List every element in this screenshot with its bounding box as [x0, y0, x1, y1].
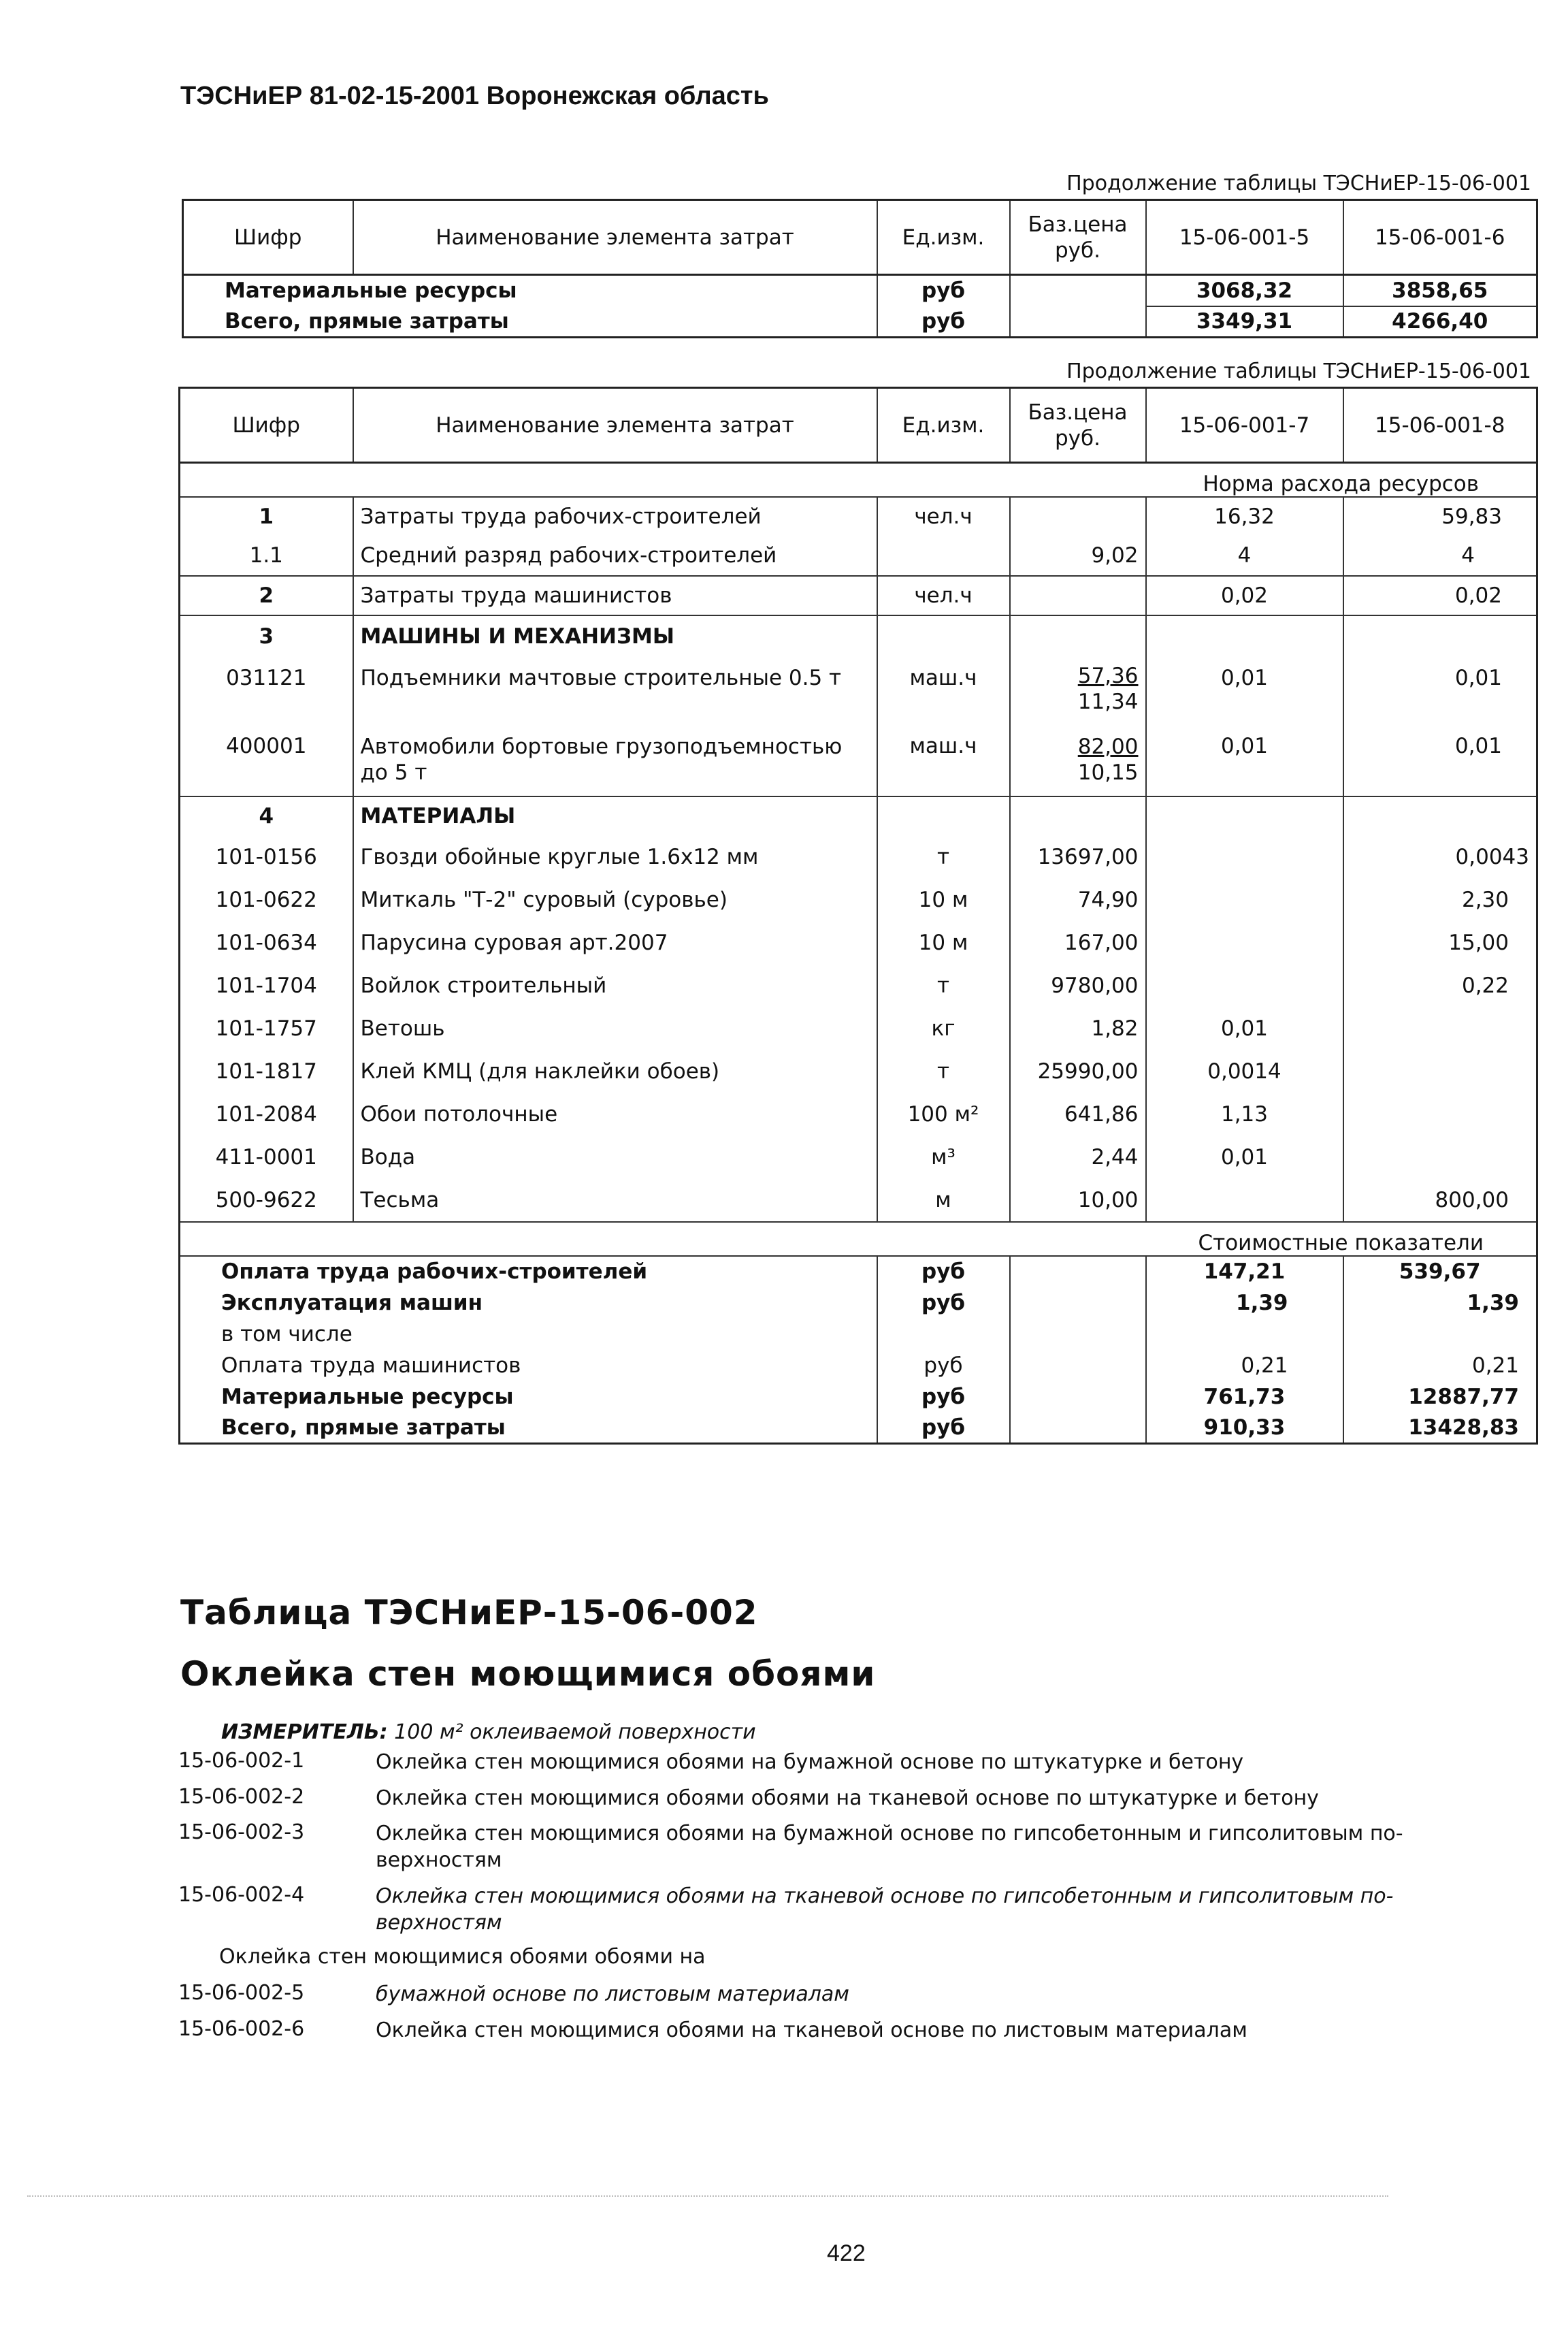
row-name: Оплата труда машинистов [180, 1350, 877, 1381]
cost-label: Стоимостные показатели [1146, 1222, 1537, 1256]
table-row [180, 1179, 1537, 1222]
table-row [183, 306, 1537, 338]
row-value: 1,39 [1146, 1287, 1343, 1319]
row-value: 13428,83 [1408, 1415, 1519, 1440]
row-name: Ветошь [353, 1008, 877, 1050]
item-code: 15-06-002-2 [178, 1785, 305, 1809]
table-row [180, 1319, 1537, 1350]
row-name: Материальные ресурсы [183, 275, 877, 306]
row-price-secondary: 10,15 [1077, 760, 1139, 785]
section-title: МАШИНЫ И МЕХАНИЗМЫ [353, 615, 877, 658]
row-unit: чел.ч [877, 497, 1010, 536]
table-row [180, 497, 1537, 536]
section-title: МАТЕРИАЛЫ [353, 796, 877, 836]
section-row-materials [180, 796, 1537, 836]
row-value: 1,13 [1146, 1093, 1343, 1136]
table-row [180, 965, 1537, 1008]
row-code: 1 [180, 497, 353, 536]
table-row [180, 879, 1537, 922]
row-name: Средний разряд рабочих-строителей [353, 536, 877, 576]
row-name: Материальные ресурсы [180, 1381, 877, 1413]
row-unit: кг [877, 1008, 1010, 1050]
row-name: Всего, прямые затраты [180, 1413, 877, 1444]
row-price: 641,86 [1010, 1093, 1146, 1136]
row-price: 13697,00 [1010, 836, 1146, 879]
row-price: 2,44 [1010, 1136, 1146, 1179]
row-value: 59,83 [1343, 497, 1537, 536]
row-value: 800,00 [1435, 1187, 1509, 1212]
norm-label-row [180, 463, 1537, 497]
row-price: 167,00 [1010, 922, 1146, 965]
col-header-15-06-001-8: 15-06-001-8 [1375, 413, 1505, 438]
table-row [180, 1093, 1537, 1136]
table-row [180, 1413, 1537, 1444]
table-row [180, 658, 1537, 728]
row-value: 0,0014 [1146, 1050, 1343, 1093]
row-value: 0,02 [1146, 576, 1343, 615]
section-row-machines [180, 615, 1537, 658]
table-continuation-label: Продолжение таблицы ТЭСНиЕР-15-06-001 [1066, 172, 1531, 195]
table-row [180, 1256, 1537, 1287]
col-header-name: Наименование элемента затрат [353, 200, 877, 275]
row-name: Тесьма [353, 1179, 877, 1222]
row-name: Гвозди обойные круглые 1.6х12 мм [353, 836, 877, 879]
row-unit: маш.ч [877, 728, 1010, 796]
row-name: Парусина суровая арт.2007 [353, 922, 877, 965]
row-unit: чел.ч [877, 576, 1010, 615]
row-unit: 10 м [877, 879, 1010, 922]
table-row [180, 728, 1537, 796]
row-code: 101-1817 [180, 1050, 353, 1093]
table-row [180, 1008, 1537, 1050]
row-code: 101-1704 [180, 965, 353, 1008]
col-header-15-06-001-5: 15-06-001-5 [1146, 200, 1343, 275]
cost-label-row [180, 1222, 1537, 1256]
table-header-row [180, 388, 1537, 463]
page-header-title: ТЭСНиЕР 81-02-15-2001 Воронежская область [180, 82, 769, 110]
row-price: 10,00 [1010, 1179, 1146, 1222]
row-name: Войлок строительный [353, 965, 877, 1008]
col-header-name: Наименование элемента затрат [353, 388, 877, 463]
row-code: 101-1757 [180, 1008, 353, 1050]
row-unit: т [877, 965, 1010, 1008]
row-value: 147,21 [1146, 1256, 1343, 1287]
row-name: Затраты труда машинистов [353, 576, 877, 615]
row-value: 3349,31 [1146, 306, 1343, 338]
table-header-row [183, 200, 1537, 275]
row-unit: маш.ч [877, 658, 1010, 728]
row-code: 101-0634 [180, 922, 353, 965]
row-value: 0,02 [1343, 576, 1537, 615]
row-code: 101-0156 [180, 836, 353, 879]
section-subtitle: Оклейка стен моющимися обоями [180, 1654, 876, 1694]
row-name: Обои потолочные [353, 1093, 877, 1136]
row-unit: 10 м [877, 922, 1010, 965]
table-row [180, 1136, 1537, 1179]
col-header-price: Баз.цена руб. [1010, 388, 1146, 463]
table-row [180, 1350, 1537, 1381]
row-unit: т [877, 1050, 1010, 1093]
row-value [1343, 1050, 1537, 1093]
resource-table-2 [178, 387, 1538, 1445]
item-code: 15-06-002-5 [178, 1981, 305, 2005]
col-header-code: Шифр [183, 200, 353, 275]
row-unit: руб [877, 1413, 1010, 1444]
resource-table-1 [182, 199, 1538, 338]
col-header-price: Баз.цена руб. [1010, 200, 1146, 275]
row-value: 16,32 [1146, 497, 1343, 536]
table-row [180, 1287, 1537, 1319]
table-row [180, 836, 1537, 879]
row-name: Миткаль "Т-2" суровый (суровье) [353, 879, 877, 922]
row-code: 400001 [180, 728, 353, 796]
row-price [1010, 497, 1146, 536]
table-row [180, 576, 1537, 615]
row-value: 0,01 [1146, 1136, 1343, 1179]
row-value [1146, 965, 1343, 1008]
row-value [1146, 922, 1343, 965]
item-code: 15-06-002-6 [178, 2017, 305, 2041]
row-code: 101-2084 [180, 1093, 353, 1136]
row-value: 4266,40 [1343, 306, 1537, 338]
row-unit: руб [877, 1287, 1010, 1319]
row-value: 0,21 [1146, 1350, 1343, 1381]
table-row [180, 1050, 1537, 1093]
row-price: 82,00 [1077, 734, 1139, 759]
row-code: 411-0001 [180, 1136, 353, 1179]
row-unit: руб [877, 275, 1010, 306]
row-name: Клей КМЦ (для наклейки обоев) [353, 1050, 877, 1093]
row-name: Автомобили бортовые грузоподъемностью [360, 734, 843, 759]
row-value [1343, 1008, 1537, 1050]
table-title: Таблица ТЭСНиЕР-15-06-002 [180, 1593, 758, 1632]
item-text: Оклейка стен моющимися обоями на тканевой основе по гипсобетонным и гипсолитовым по-верхностям [376, 1884, 1394, 1935]
section-code: 4 [180, 796, 353, 836]
row-name: Вода [353, 1136, 877, 1179]
row-unit [877, 536, 1010, 576]
item-text: Оклейка стен моющимися обоями на тканевой основе по листовым материалам [376, 2018, 1247, 2042]
row-price: 74,90 [1010, 879, 1146, 922]
row-price: 25990,00 [1010, 1050, 1146, 1093]
row-unit: м³ [877, 1136, 1010, 1179]
row-value: 0,22 [1461, 973, 1509, 998]
table-row [180, 922, 1537, 965]
section-code: 3 [180, 615, 353, 658]
table-row [183, 275, 1537, 306]
measure-line [221, 1720, 756, 1744]
item-code: 15-06-002-1 [178, 1749, 305, 1773]
item-text: Оклейка стен моющимися обоями обоями на тканевой основе по штукатурке и бетону [376, 1786, 1319, 1810]
row-name: Затраты труда рабочих-строителей [353, 497, 877, 536]
row-value: 2,30 [1461, 888, 1509, 912]
item-text: Оклейка стен моющимися обоями на бумажной основе по гипсобетонным и гипсолитовым по-верхностям [376, 1822, 1403, 1872]
row-value [1146, 1179, 1343, 1222]
row-code: 101-0622 [180, 879, 353, 922]
row-name-continued: до 5 т [360, 760, 427, 785]
item-code: 15-06-002-3 [178, 1820, 305, 1844]
row-unit: т [877, 836, 1010, 879]
table-row [180, 536, 1537, 576]
row-price: 9,02 [1010, 536, 1146, 576]
row-value: 0,01 [1146, 728, 1343, 796]
item-code: 15-06-002-4 [178, 1883, 305, 1907]
row-price: 9780,00 [1010, 965, 1146, 1008]
row-value: 3068,32 [1146, 275, 1343, 306]
row-code: 1.1 [180, 536, 353, 576]
row-price: 57,36 [1077, 663, 1139, 688]
row-value: 761,73 [1146, 1381, 1343, 1413]
row-unit: 100 м² [877, 1093, 1010, 1136]
row-price-secondary: 11,34 [1077, 689, 1139, 714]
row-value: 1,39 [1467, 1290, 1519, 1315]
measure-label: ИЗМЕРИТЕЛЬ: [221, 1720, 388, 1744]
norm-label: Норма расхода ресурсов [1146, 463, 1537, 497]
row-value: 0,01 [1146, 658, 1343, 728]
row-name: Всего, прямые затраты [183, 306, 877, 338]
row-unit: руб [877, 1381, 1010, 1413]
row-unit: руб [877, 1350, 1010, 1381]
row-value: 4 [1461, 543, 1475, 568]
col-header-code: Шифр [180, 388, 353, 463]
measure-value: 100 м² оклеиваемой поверхности [394, 1720, 756, 1744]
row-value: 910,33 [1146, 1413, 1343, 1444]
row-value: 0,01 [1146, 1008, 1343, 1050]
item-text: Оклейка стен моющимися обоями на бумажной основе по штукатурке и бетону [376, 1750, 1244, 1774]
row-value [1146, 836, 1343, 879]
col-header-15-06-001-7: 15-06-001-7 [1146, 388, 1343, 463]
row-code: 2 [180, 576, 353, 615]
table-continuation-label: Продолжение таблицы ТЭСНиЕР-15-06-001 [1066, 359, 1531, 383]
scan-dotted-line [27, 2195, 1388, 2197]
row-value [1146, 879, 1343, 922]
row-value: 0,01 [1454, 665, 1502, 690]
row-price: 1,82 [1010, 1008, 1146, 1050]
row-code: 031121 [180, 658, 353, 728]
row-value: 0,0043 [1455, 845, 1529, 869]
page-number: 422 [827, 2240, 866, 2266]
row-unit: руб [877, 306, 1010, 338]
group-note: Оклейка стен моющимися обоями обоями на [219, 1945, 706, 1969]
col-header-15-06-001-6: 15-06-001-6 [1375, 225, 1505, 250]
row-code: 500-9622 [180, 1179, 353, 1222]
row-value [1343, 1136, 1537, 1179]
row-name: Эксплуатация машин [180, 1287, 877, 1319]
row-value: 12887,77 [1408, 1384, 1519, 1409]
row-value [1343, 1093, 1537, 1136]
item-text: бумажной основе по листовым материалам [376, 1982, 849, 2006]
row-value: 539,67 [1343, 1256, 1537, 1287]
col-header-unit: Ед.изм. [877, 388, 1010, 463]
row-name: Оплата труда рабочих-строителей [180, 1256, 877, 1287]
row-name: Подъемники мачтовые строительные 0.5 т [353, 658, 877, 728]
row-unit: м [877, 1179, 1010, 1222]
row-value: 0,21 [1471, 1353, 1519, 1378]
row-value: 0,01 [1454, 733, 1502, 758]
row-name: в том числе [180, 1319, 877, 1350]
row-value: 3858,65 [1343, 275, 1537, 306]
col-header-unit: Ед.изм. [877, 200, 1010, 275]
row-value: 15,00 [1448, 931, 1509, 955]
row-value: 4 [1146, 536, 1343, 576]
table-row [180, 1381, 1537, 1413]
row-unit: руб [877, 1256, 1010, 1287]
